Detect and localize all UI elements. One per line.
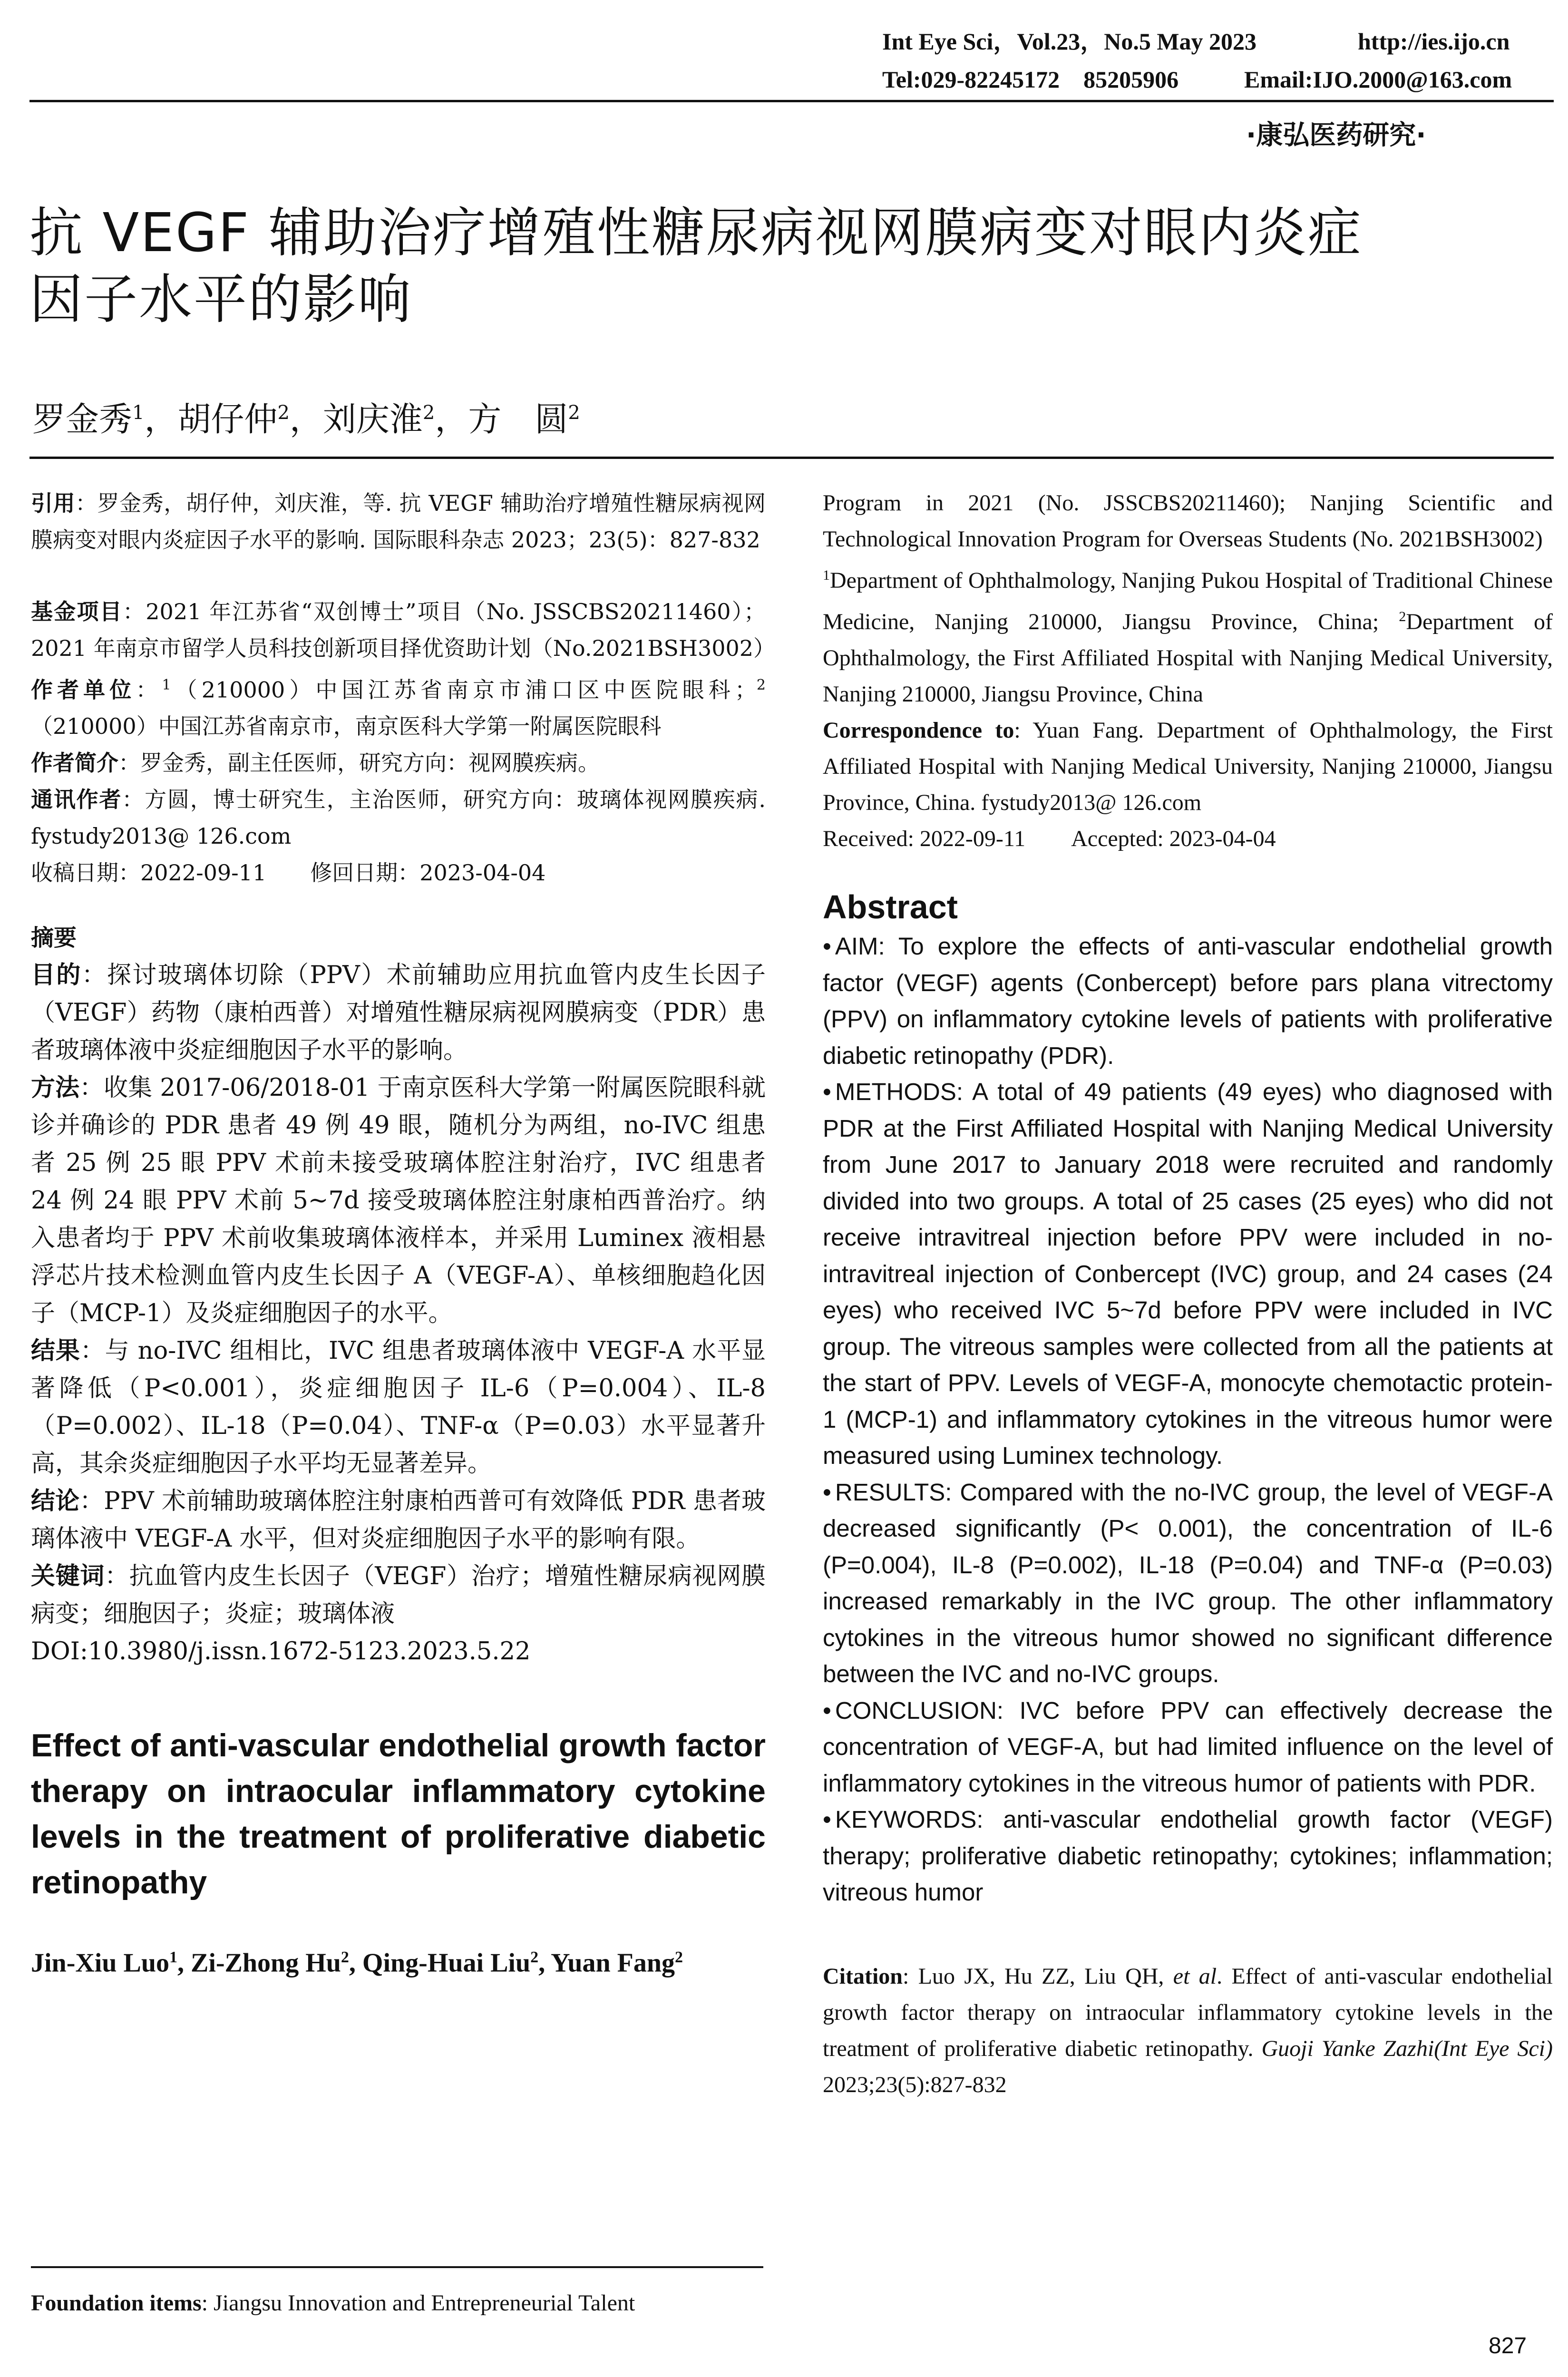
doi[interactable]: DOI:10.3980/j.issn.1672-5123.2023.5.22 [31,1637,531,1666]
fund-cn: 基金项目：2021 年江苏省“双创博士”项目（No. JSSCBS20211460）；2021 年南京市留学人员科技创新项目择优资助计划（No.2021BSH3002） [31,599,776,661]
abstract-heading-cn: 摘要 [31,925,77,952]
page-number: 827 [1489,2333,1527,2358]
foundation-en-cont: Program in 2021 (No. JSSCBS20211460); Nanjing Scientific and Technological Innovation Program for Overseas Students (No. 2021BSH3002) [823,490,1553,552]
column-tag: ·康弘医药研究· [1246,120,1426,151]
authors-rule [29,457,1554,459]
title-line-2: 因子水平的影响 [29,269,412,331]
authors-cn: 罗金秀$^1$，胡仔仲$^2$，刘庆淮$^2$，方 圆$^2$ [32,399,580,439]
keywords-en: • KEYWORDS: anti-vascular endothelial growth factor (VEGF) therapy; proliferative diabetic retinopathy; cytokines; inflammation; vitreous humor [823,1802,1553,1911]
citation-en: Citation: Luo JX, Hu ZZ, Liu QH, et al. Effect of anti-vascular endothelial growth factor therapy on intraocular inflammatory cytokine levels in the treatment of proliferative diabetic retinopathy. Guoji Yanke Zazhi(Int Eye Sci) 2023;23(5):827-832 [823,1963,1553,2097]
methods-en: • METHODS: A total of 49 patients (49 eyes) who diagnosed with PDR at the First Affiliated Hospital with Nanjing Medical University from June 2017 to January 2018 were recruited and randomly divided into two groups. A total of 25 cases (25 eyes) who did not receive intravitreal injection before PPV were included in no-intravitreal injection of Conbercept (IVC) group, and 24 cases (24 eyes) who received IVC 5~7d before PPV were included in IVC group. The vitreous samples were collected from all the patients at the start of PPV. Levels of VEGF-A, monocyte chemotactic protein-1 (MCP-1) and inflammatory cytokines in the vitreous humor were measured using Luminex technology. [823,1074,1553,1474]
results-en: • RESULTS: Compared with the no-IVC group, the level of VEGF-A decreased significantly (P< 0.001), the concentration of IL-6 (P=0.004), IL-8 (P=0.002), IL-18 (P=0.04) and TNF-α (P=0.03) increased remarkably in the IVC group. The other inflammatory cytokines in the vitreous humor showed no significant difference between the IVC and no-IVC groups. [823,1474,1553,1693]
dates-cn: 收稿日期：2022-09-11 修回日期：2023-04-04 [31,860,546,886]
aim-en: • AIM: To explore the effects of anti-vascular endothelial growth factor (VEGF) agents (Conbercept) before pars plana vitrectomy (PPV) on inflammatory cytokine levels of patients with proliferative diabetic retinopathy (PDR). [823,928,1553,1074]
conclusion-en: • CONCLUSION: IVC before PPV can effectively decrease the concentration of VEGF-A, but had limited influence on the level of inflammatory cytokines in the vitreous humor of patients with PDR. [823,1693,1553,1802]
foundation-en: Foundation items: Jiangsu Innovation and Entrepreneurial Talent [31,2290,635,2316]
bio-cn: 作者简介：罗金秀，副主任医师，研究方向：视网膜疾病。 [31,750,600,776]
title-line-1: 抗 VEGF 辅助治疗增殖性糖尿病视网膜病变对眼内炎症 [29,202,1363,264]
journal-email[interactable]: Email:IJO.2000@163.com [1244,66,1512,93]
dates-en: Received: 2022-09-11 Accepted: 2023-04-04 [823,826,1276,851]
affiliation-en: $^1$Department of Ophthalmology, Nanjing Pukou Hospital of Traditional Chinese Medicine, Nanjing 210000, Jiangsu Province, China; $^2$Department of Ophthalmology, the First Affiliated Hospital with Nanjing Medical University, Nanjing 210000, Jiangsu Province, China [823,567,1553,707]
corresponding-cn: 通讯作者：方圆，博士研究生，主治医师，研究方向：玻璃体视网膜疾病. fystudy2013@ 126.com [31,787,766,849]
journal-url[interactable]: http://ies.ijo.cn [1358,28,1510,55]
citation-cn: 引用：罗金秀，胡仔仲，刘庆淮，等. 抗 VEGF 辅助治疗增殖性糖尿病视网膜病变对眼内炎症因子水平的影响. 国际眼科杂志 2023；23(5)：827-832 [31,490,766,553]
abstract-en [823,928,1553,1911]
right-column [823,485,1553,2103]
english-title: Effect of anti-vascular endothelial growth factor therapy on intraocular inflammatory cytokine levels in the treatment of proliferative diabetic retinopathy [31,1727,766,1901]
abstract-cn: 目的：探讨玻璃体切除（PPV）术前辅助应用抗血管内皮生长因子（VEGF）药物（康柏西普）对增殖性糖尿病视网膜病变（PDR）患者玻璃体液中炎症细胞因子水平的影响。 方法：收集 2017-06/2018-01 于南京医科大学第一附属医院眼科就诊并确诊的 PDR 患者 49 例 49 眼，随机分为两组，no-IVC 组患者 25 例 25 眼 PPV 术前未接受玻璃体腔注射治疗，IVC 组患者 24 例 24 眼 PPV 术前 5~7d 接受玻璃体腔注射康柏西普治疗。纳入患者均于 PPV 术前收集玻璃体液样本，并采用 Luminex 液相悬浮芯片技术检测血管内皮生长因子 A（VEGF-A）、单核细胞趋化因子（MCP-1）及炎症细胞因子的水平。 结果：与 no-IVC 组相比，IVC 组患者玻璃体液中 VEGF-A 水平显著降低（P<0.001），炎症细胞因子 IL-6（P=0.004）、IL-8（P=0.002）、IL-18（P=0.04）、TNF-α（P=0.03）水平显著升高，其余炎症细胞因子水平均无显著差异。 结论：PPV 术前辅助玻璃体腔注射康柏西普可有效降低 PDR 患者玻璃体液中 VEGF-A 水平，但对炎症细胞因子水平的影响有限。 关键词：抗血管内皮生长因子（VEGF）治疗；增殖性糖尿病视网膜病变；细胞因子；炎症；玻璃体液 DOI:10.3980/j.issn.1672-5123.2023.5.22 [31,956,766,1670]
journal-info: Int Eye Sci，Vol.23，No.5 May 2023 [882,28,1257,55]
left-foot-rule [31,2266,763,2268]
left-column [31,485,776,1982]
header-rule [29,100,1554,102]
abstract-heading-en: Abstract [823,888,958,925]
journal-tel: Tel:029-82245172 85205906 [882,66,1179,93]
correspondence-en: Correspondence to: Yuan Fang. Department of Ophthalmology, the First Affiliated Hospital with Nanjing Medical University, Nanjing 210000, Jiangsu Province, China. fystudy2013@ 126.com [823,718,1553,815]
authors-en: Jin-Xiu Luo$^1$, Zi-Zhong Hu$^2$, Qing-Huai Liu$^2$, Yuan Fang$^2$ [31,1948,683,1978]
article-title [29,200,1556,333]
affiliation-cn: 作者单位：$^1$（210000）中国江苏省南京市浦口区中医院眼科；$^2$（210000）中国江苏省南京市，南京医科大学第一附属医院眼科 [31,677,766,740]
